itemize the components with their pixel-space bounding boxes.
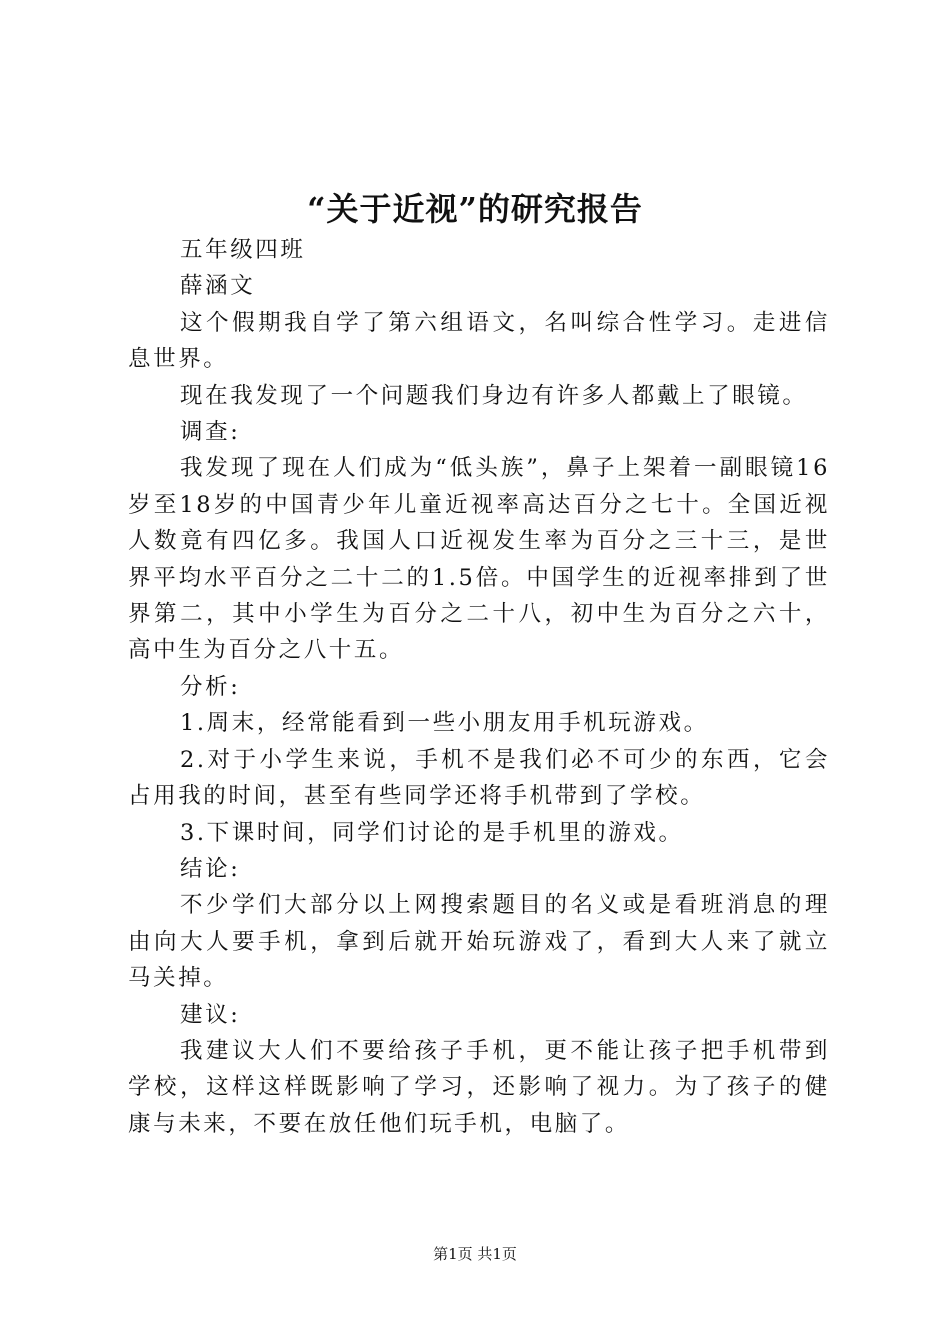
paragraph-problem: 现在我发现了一个问题我们身边有许多人都戴上了眼镜。	[180, 382, 808, 409]
paragraph-conclusion: 不少学们大部分以上网搜索题目的名义或是看班消息的理由向大人要手机，拿到后就开始玩游戏了，看到大人来了就立马关掉。	[128, 892, 830, 992]
heading-suggestion: 建议:	[180, 1001, 241, 1028]
paragraph-survey: 我发现了现在人们成为“低头族”，鼻子上架着一副眼镜16岁至18岁的中国青少年儿童近视率高达百分之七十。全国近视人数竟有四亿多。我国人口近视发生率为百分之三十三，是世界平均水平百分之二十二的1.5倍。中国学生的近视率排到了世界第二，其中小学生为百分之二十八，初中生为百分之六十，高中生为百分之八十五。	[128, 455, 830, 664]
heading-conclusion: 结论:	[180, 855, 241, 882]
page-number: 第1页 共1页	[433, 1245, 517, 1263]
paragraph-author: 薛涵文	[180, 273, 256, 300]
paragraph-intro: 这个假期我自学了第六组语文，名叫综合性学习。走进信息世界。	[128, 309, 830, 373]
paragraph-suggestion: 我建议大人们不要给孩子手机，更不能让孩子把手机带到学校，这样这样既影响了学习，还影响了视力。为了孩子的健康与未来，不要在放任他们玩手机，电脑了。	[128, 1037, 830, 1137]
heading-analysis: 分析:	[180, 673, 241, 700]
paragraph-analysis-2: 2.对于小学生来说，手机不是我们必不可少的东西，它会占用我的时间，甚至有些同学还将手机带到了学校。	[128, 746, 830, 810]
paragraph-analysis-1: 1.周末，经常能看到一些小朋友用手机玩游戏。	[180, 710, 709, 737]
heading-survey: 调查:	[180, 419, 241, 446]
paragraph-analysis-3: 3.下课时间，同学们讨论的是手机里的游戏。	[180, 819, 684, 846]
page-title: “关于近视”的研究报告	[307, 190, 643, 228]
document-body	[128, 232, 830, 1142]
paragraph-class: 五年级四班	[180, 237, 306, 263]
page-footer	[0, 1243, 950, 1265]
